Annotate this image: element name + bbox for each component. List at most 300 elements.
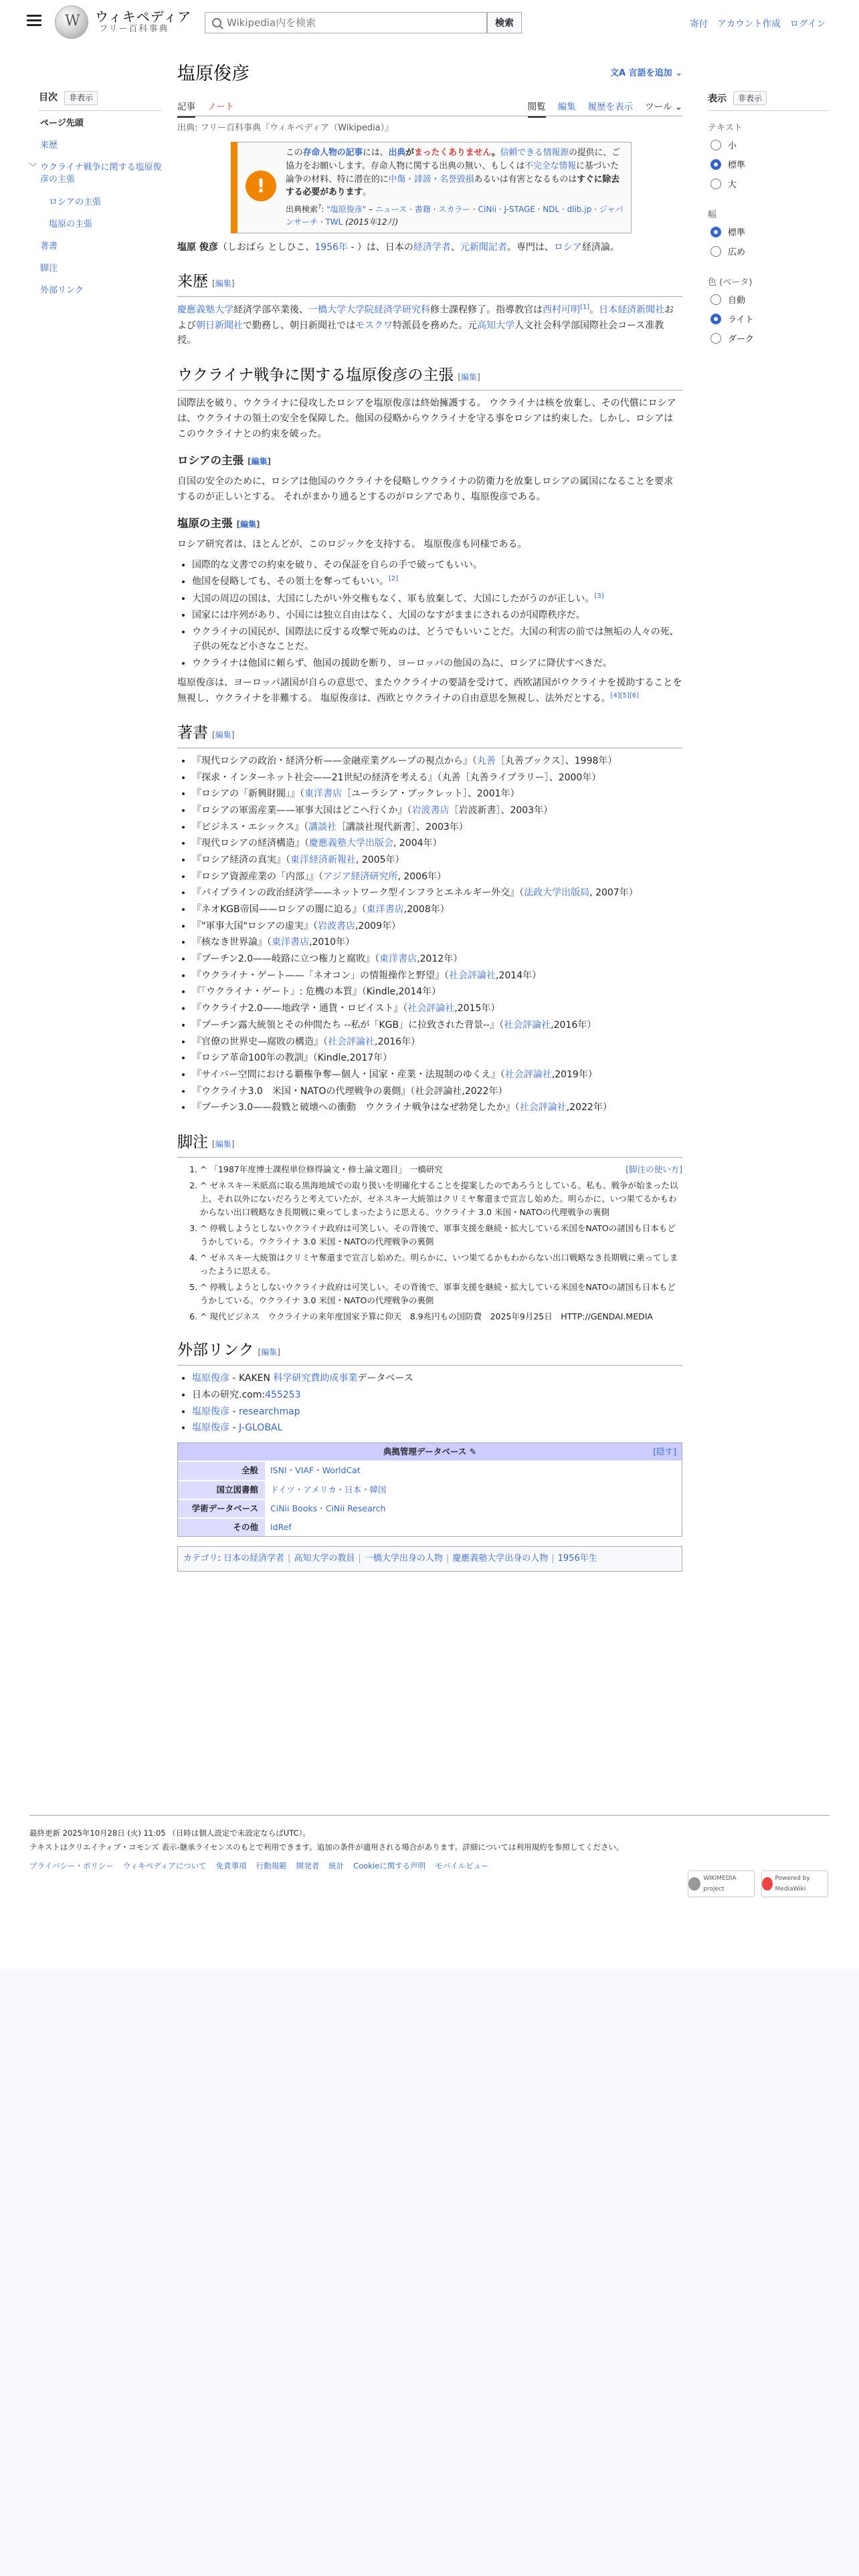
book-item [192, 820, 682, 835]
section-heading: 著書 [編集] [177, 721, 682, 748]
history-heading: 来歴 [177, 273, 208, 291]
book-text: ,2015年） [454, 1003, 500, 1014]
book-text: , 2006年） [397, 871, 446, 882]
source-search-link[interactable]: ニュース [375, 205, 407, 215]
article-body [177, 142, 682, 1572]
source-search-link[interactable]: ジャパンサーチ [286, 205, 624, 227]
book-text: ,2014年） [496, 970, 542, 981]
color-auto-option[interactable] [710, 293, 828, 306]
publisher-link[interactable]: 社会評論社 [328, 1036, 375, 1047]
book-item [192, 935, 682, 950]
authority-key: 全般 [178, 1462, 265, 1479]
external-link[interactable]: 塩原俊彦 [192, 1422, 229, 1434]
option-label: 標準 [728, 160, 746, 171]
authority-title: 典拠管理データベース [383, 1446, 467, 1457]
tools-label: ツール [645, 102, 672, 112]
book-text: ,2022年） [566, 1102, 612, 1113]
footer-link[interactable]: プライバシー・ポリシー [29, 1861, 114, 1871]
toc-item-russia-claim[interactable]: ロシアの主張 [49, 197, 102, 207]
book-text: 『ロシア資源産業の「内部」』（ [192, 871, 323, 882]
book-text: 『官僚の世界史—腐敗の構造』（ [192, 1036, 328, 1047]
notice-link[interactable]: 不完全な情報 [524, 160, 577, 171]
external-links-list [192, 1371, 682, 1436]
authority-value[interactable]: IdRef [265, 1519, 682, 1536]
authority-key: 国立図書館 [178, 1481, 265, 1499]
publisher-link[interactable]: 法政大学出版局 [524, 887, 590, 899]
toc-item-books[interactable]: 著書 [40, 241, 58, 251]
history-link[interactable]: 一橋大学大学院経済学研究科 [308, 305, 430, 316]
book-item [192, 984, 682, 1000]
history-link[interactable]: 日本経済新聞社 [599, 305, 665, 316]
book-item [192, 1084, 682, 1099]
page-footer [29, 1815, 830, 1893]
external-link[interactable]: J-GLOBAL [238, 1422, 283, 1434]
book-item [192, 786, 682, 802]
intro-text: - ）は、日本の [347, 241, 413, 253]
book-text: ,2010年） [309, 937, 355, 948]
footer-link[interactable]: 行動規範 [256, 1861, 287, 1871]
add-language-button[interactable]: 文A 言語を追加 ⌄ [609, 68, 682, 78]
book-text: 『ロシアの「新興財閥」』（ [192, 788, 304, 800]
history-text: 経済学部卒業後、 [233, 305, 308, 316]
book-item [192, 803, 682, 819]
toc-item-shiobara-claim[interactable]: 塩原の主張 [49, 219, 93, 229]
source-search-link[interactable]: CiNii [478, 205, 497, 215]
intro-text: 。専門は、 [506, 241, 554, 253]
history-text: 修士課程修了。指導教官は [430, 305, 543, 316]
tab-talk[interactable]: ノート [207, 102, 235, 112]
publisher-link[interactable]: 東洋書店 [379, 954, 417, 965]
footer-link[interactable]: 開発者 [296, 1861, 320, 1871]
category-separator: | [551, 1553, 555, 1564]
book-item [192, 952, 682, 967]
source-search-link[interactable]: "塩原俊彦" [326, 205, 367, 215]
subsection-heading: 塩原の主張 [編集] [177, 517, 260, 530]
source-search-link[interactable]: dlib.jp [567, 205, 592, 215]
notice-link[interactable]: 出典 [388, 148, 406, 158]
notice-box [231, 142, 632, 233]
external-text: データベース [357, 1373, 413, 1384]
russia-claim-paragraph: 自国の安全のために、ロシアは他国のウクライナを侵略しウクライナの防衛力を放棄しロシアの属国になることを要求するのが正しいとする。 それがまかり通るとするのがロシアであり、塩原俊彦である。 [177, 476, 674, 502]
publisher-link[interactable]: 慶應義塾大学出版会 [309, 838, 393, 849]
page-bottom-background [0, 1969, 859, 2576]
source-search: 出典検索?: "塩原俊彦" – ニュース · 書籍 · スカラー · CiNii · J-STAGE · NDL · dlib.jp · ジャパンサーチ · TWL (2015年12月) [286, 203, 624, 227]
width-wide-option[interactable] [710, 245, 828, 257]
wikimedia-badge[interactable] [688, 1870, 755, 1897]
page-title: 塩原俊彦 [177, 64, 250, 84]
russia-claim-heading: ロシアの主張 [177, 454, 244, 467]
option-label: ライト [728, 315, 754, 325]
external-link[interactable]: 455253 [265, 1390, 301, 1401]
reference-item: 5. ^ 停戦しようとしないウクライナ政府は可笑しい。その背後で、軍事支援を継続・拡大している米国をNATOの諸国も日本もどうかしている。ウクライナ 3.0 米国・NATOの代理戦争の裏側 [200, 1281, 682, 1307]
option-label: ダーク [728, 334, 755, 344]
reference-item: 3. ^ 停戦しようとしないウクライナ政府は可笑しい。その背後で、軍事支援を継続・拡大している米国をNATOの諸国も日本もどうかしている。ウクライナ 3.0 米国・NATOの代理戦争の裏側 [200, 1222, 682, 1249]
authority-value[interactable]: CiNii Books・CiNii Research [265, 1500, 682, 1517]
publisher-link[interactable]: 東洋書店 [304, 788, 342, 800]
book-text: ［講談社現代新書］、2003年） [337, 821, 468, 833]
site-header [0, 0, 859, 44]
publisher-link[interactable]: 社会評論社 [519, 1102, 567, 1113]
book-text: ［丸善ブックス］、1998年） [495, 756, 617, 767]
chevron-down-icon[interactable]: ﹀ [29, 163, 37, 172]
book-text: 『プーチン露大統領とその仲間たち --私が「KGB」に拉致された背景--』（ [192, 1019, 504, 1031]
book-text: 『ウクライナ3.0 米国・NATOの代理戦争の裏側』（社会評論社,2022年） [192, 1085, 508, 1097]
color-label: 色 (ベータ) [708, 278, 753, 288]
publisher-link[interactable]: 社会評論社 [504, 1019, 551, 1031]
footer-link[interactable]: モバイルビュー [435, 1861, 489, 1871]
table-of-contents [29, 91, 163, 307]
authority-row [178, 1499, 682, 1517]
reference-item: 6. ^ 現代ビジネス ウクライナの来年度国家予算に仰天 8.9兆円もの国防費 2025年9月25日 HTTP://GENDAI.MEDIA [200, 1310, 682, 1323]
book-text: ,2008年） [403, 904, 450, 916]
option-label: 小 [728, 141, 737, 151]
intro-text: 、 [450, 241, 460, 253]
history-link[interactable]: 朝日新聞社 [196, 320, 243, 331]
text-small-option[interactable] [710, 138, 828, 151]
year-link[interactable]: 1956年 [314, 241, 348, 253]
book-text: 『パイプラインの政治経済学——ネットワーク型インフラとエネルギー外交』（ [192, 887, 524, 899]
footer-link[interactable]: ウィキペディアについて [122, 1861, 207, 1871]
radio-button[interactable] [710, 294, 721, 305]
book-item [192, 1100, 682, 1115]
section-heading: 来歴 [編集] [177, 270, 682, 297]
book-text: , 2007年） [589, 887, 638, 899]
option-label: 自動 [728, 296, 746, 306]
edit-section-link[interactable]: 編集 [215, 1139, 231, 1149]
history-text: 人文社会科学部国際社会コース准教授。 [177, 320, 664, 346]
notice-link[interactable]: 存命人物の記事 [302, 148, 363, 158]
radio-button-selected[interactable] [710, 159, 721, 170]
color-light-option[interactable] [710, 312, 828, 325]
claim-text: 大国の周辺の国は、大国にしたがい外交権もなく、軍も放棄して、大国にしたがうのが正しい。 [192, 593, 595, 605]
intro-paragraph [177, 240, 682, 255]
warning-icon: ! [246, 171, 276, 201]
radio-button[interactable] [710, 246, 721, 257]
claim-item [192, 574, 682, 589]
section-heading: 外部リンク [編集] [177, 1338, 682, 1366]
logo-subtitle: フリー百科事典 [99, 24, 169, 35]
edit-section-link[interactable]: 編集 [251, 457, 268, 467]
authority-value[interactable]: ISNI・VIAF・WorldCat [265, 1462, 682, 1479]
intro-text: （しおばら としひこ、 [217, 241, 315, 253]
authority-header [178, 1443, 682, 1461]
notice-text: には、 [363, 148, 389, 158]
book-item [192, 1067, 682, 1083]
claim-outro [177, 675, 682, 706]
width-standard-option[interactable] [710, 225, 828, 238]
section-heading: ウクライナ戦争に関する塩原俊彦の主張 [編集] [177, 363, 682, 391]
radio-button[interactable] [710, 179, 721, 189]
history-paragraph [177, 302, 682, 348]
category-separator: | [446, 1553, 450, 1564]
history-link[interactable]: モスクワ [355, 320, 393, 331]
claim-item [192, 608, 682, 623]
toc-item-notes[interactable]: 脚注 [40, 263, 58, 274]
history-link[interactable]: 高知大学 [477, 320, 514, 331]
category-link[interactable]: 一橋大学出身の人物 [364, 1553, 443, 1564]
book-text: 『「ウクライナ・ゲート」: 危機の本質』（Kindle,2014年） [192, 986, 442, 998]
economist-link[interactable]: 経済学者 [413, 241, 451, 253]
book-text: 『ロシア経済の真実』（ [192, 855, 290, 866]
tab-edit[interactable]: 編集 [557, 102, 576, 112]
claim-text: 他国を侵略しても、その領土を奪ってもいい。 [192, 576, 389, 588]
book-text: 『現代ロシアの政治・経済分析——金融産業グループの視点から』（ [192, 756, 477, 767]
source-search-link[interactable]: 書籍 [414, 205, 431, 215]
book-item [192, 1018, 682, 1033]
footer-link[interactable]: Cookieに関する声明 [353, 1861, 426, 1871]
notice-link[interactable]: 信頼できる情報源 [500, 148, 569, 158]
category-box: カテゴリ: 日本の経済学者 | 高知大学の教員 | 一橋大学出身の人物 | 慶應義塾大学出身の人物 | 1956年生 [177, 1546, 682, 1571]
book-text: 『ビジネス・エシックス』（ [192, 821, 309, 833]
publisher-link[interactable]: 社会評論社 [504, 1069, 552, 1080]
categories-label[interactable]: カテゴリ [183, 1553, 218, 1564]
book-item [192, 754, 682, 769]
toc-hide-button[interactable]: 非表示 [64, 91, 98, 105]
history-text: 特派員を務めた。元 [393, 320, 477, 331]
authority-value[interactable]: ドイツ・アメリカ・日本・韓国 [265, 1481, 682, 1499]
book-text: ［ユーラシア・ブックレット］、2001年） [342, 788, 520, 800]
appearance-title: 表示 [708, 93, 727, 104]
books-list [192, 754, 682, 1115]
external-links-heading: 外部リンク [177, 1341, 254, 1360]
donate-link[interactable]: 寄付 [690, 19, 708, 29]
notice-link[interactable]: 中傷・誹謗・名誉毀損 [388, 174, 474, 185]
mediawiki-icon [762, 1877, 773, 1891]
book-text: 『"軍事大国"ロシアの虚実』（ [192, 920, 318, 932]
claim-intro: ロシア研究者は、ほとんどが、このロジックを支持する。 塩原俊彦も同様である。 [177, 539, 527, 550]
book-item [192, 869, 682, 885]
book-item [192, 968, 682, 984]
source-search-link[interactable]: J-STAGE [504, 205, 535, 215]
book-text: 『核なき世界論』（ [192, 937, 272, 948]
option-label: 大 [728, 180, 737, 190]
external-link-item [192, 1404, 682, 1420]
book-text: , 2004年） [393, 838, 442, 849]
authority-hide-link[interactable]: [隠す] [653, 1446, 676, 1457]
book-text: 『ロシアの軍需産業——軍事大国はどこへ行くか』（ [192, 805, 412, 817]
external-link[interactable]: 塩原俊彦 [192, 1373, 229, 1384]
publisher-link[interactable]: 岩波書店 [411, 805, 450, 817]
text-standard-option[interactable] [710, 158, 828, 171]
wikipedia-globe-icon [55, 5, 88, 39]
footer-link[interactable]: 統計 [328, 1861, 345, 1871]
edit-section-link[interactable]: 編集 [461, 372, 478, 383]
source-search-link[interactable]: スカラー [438, 205, 471, 215]
toc-item-ukraine[interactable]: ウクライナ戦争に関する塩原俊彦の主張 [40, 163, 162, 185]
authority-row [178, 1517, 682, 1536]
book-item [192, 1051, 682, 1066]
text-large-option[interactable] [710, 177, 828, 190]
reference-link[interactable]: [3] [594, 592, 604, 600]
toc-item-top[interactable]: ページ先頭 [40, 118, 84, 128]
external-text: 日本の研究.com: [192, 1390, 266, 1401]
reference-link[interactable]: [1] [580, 304, 590, 312]
page-tabs [177, 94, 682, 116]
reference-item: 2. ^ ゼネスキー米紙高に取る黒海地域での取り扱いを明確化することを提案したのであろうとしている。私も、戦争が始まった以上、それ以外にないだろうと考えていたが、ゼネスキー大統領はクリミヤ奪還まで宣言し始めた。明らかに、いつ果てるかもわからない出口戦略なき長期戦に乗ってしまったように思える。ウクライナ 3.0 米国・NATOの代理戦争の裏側 [200, 1179, 682, 1219]
book-text: ,2012年） [417, 954, 463, 965]
history-text: および [177, 305, 674, 331]
source-search-link[interactable]: TWL [325, 217, 343, 227]
claim-text: 国際的な文書での約束を破り、その保証を自らの手で破ってもいい。 [192, 559, 482, 570]
appearance-hide-button[interactable]: 非表示 [733, 91, 767, 105]
source-search-link[interactable]: NDL [543, 205, 560, 215]
russia-link[interactable]: ロシア [553, 241, 582, 253]
publisher-link[interactable]: 社会評論社 [449, 970, 496, 981]
toc-item-external[interactable]: 外部リンク [40, 286, 84, 296]
history-link[interactable]: 慶應義塾大学 [177, 305, 233, 316]
mediawiki-badge[interactable] [761, 1870, 828, 1897]
category-separator: | [288, 1553, 291, 1564]
external-link[interactable]: 塩原俊彦 [192, 1406, 229, 1417]
external-link[interactable]: 科学研究費助成事業 [273, 1373, 358, 1384]
publisher-link[interactable]: 東洋書店 [366, 904, 404, 916]
main-menu-icon[interactable] [27, 15, 41, 27]
edit-section-link[interactable]: 編集 [261, 1348, 278, 1358]
external-link-item [192, 1388, 682, 1403]
category-link[interactable]: 日本の経済学者 [223, 1553, 285, 1564]
history-text: 。 [589, 305, 599, 316]
book-text: 『探求・インターネット社会——21世紀の経済を考える』（丸善［丸善ライブラリー］、2000年） [192, 772, 601, 783]
book-item [192, 1001, 682, 1016]
notice-text: この [286, 148, 303, 158]
book-item [192, 885, 682, 901]
language-icon: 文A [609, 68, 629, 78]
user-links [690, 16, 826, 29]
radio-button-selected[interactable] [710, 227, 721, 237]
claim-text: 国家には序列があり、小国には独立自由はなく、大国のなすがままにされるのが国際秩序だ。 [192, 610, 585, 621]
create-account-link[interactable]: アカウント作成 [717, 19, 781, 29]
notice-text: が [405, 148, 414, 158]
notice-text: に基づいた論争の材料、特に潜在的に [286, 160, 619, 185]
publisher-link[interactable]: 講談社 [308, 821, 337, 833]
book-text: 『ウクライナ2.0——地政学・通貨・ロビイスト』（ [192, 1003, 408, 1014]
external-text: - KAKEN [229, 1373, 274, 1384]
claim-item [192, 591, 682, 607]
category-link[interactable]: 慶應義塾大学出身の人物 [452, 1553, 549, 1564]
book-text: 『現代ロシアの経済構造』（ [192, 838, 309, 849]
main-content [177, 59, 682, 1564]
authority-control [177, 1442, 682, 1537]
tab-read[interactable]: 閲覧 [528, 99, 546, 118]
reference-link[interactable]: [2] [389, 575, 399, 583]
publisher-link[interactable]: 丸善 [476, 756, 496, 767]
claim-item [192, 558, 682, 573]
text-size-label: テキスト [708, 123, 743, 133]
external-link[interactable]: researchmap [238, 1406, 300, 1417]
reference-item: 1. ^ 「1987年度博士課程単位修得論文・修士論文題目」 一橋研究 [200, 1163, 682, 1176]
category-link[interactable]: 1956年生 [557, 1553, 597, 1564]
book-text: ,2019年） [551, 1069, 597, 1080]
book-text: ,2009年） [355, 920, 401, 932]
claim-list [192, 558, 682, 671]
edit-section-link[interactable]: 編集 [215, 730, 231, 740]
reference-list [200, 1163, 682, 1323]
citation-help-link[interactable]: [脚注の使い方] [626, 1164, 682, 1175]
wikimedia-icon [688, 1877, 700, 1891]
history-link[interactable]: 西村可明 [543, 305, 580, 316]
shiobara-claim-heading: 塩原の主張 [177, 517, 233, 530]
book-text: ［岩波新書］、2003年） [449, 805, 553, 817]
toc-item-history[interactable]: 来歴 [40, 140, 58, 150]
ukraine-heading: ウクライナ戦争に関する塩原俊彦の主張 [177, 366, 454, 385]
book-text: ,2016年） [551, 1019, 597, 1031]
source-search-label: 出典検索 [286, 205, 318, 215]
login-link[interactable]: ログイン [789, 19, 826, 29]
external-text: - [229, 1406, 239, 1417]
book-text: 『サイバー空間における覇権争奪—個人・国家・産業・法規制のゆくえ』（ [192, 1069, 505, 1080]
radio-button-selected[interactable] [710, 314, 721, 324]
book-text: 『ネオKGB帝国——ロシアの闇に迫る』（ [192, 904, 367, 916]
tab-article[interactable]: 記事 [177, 99, 195, 118]
authority-key: 学術データベース [178, 1500, 265, 1517]
search-icon [212, 18, 221, 27]
subsection-heading: ロシアの主張 [編集] [177, 454, 271, 467]
add-language-label: 言語を追加 [628, 68, 672, 78]
radio-button[interactable] [710, 333, 721, 344]
category-link[interactable]: 高知大学の教員 [294, 1553, 355, 1564]
page-source-note: 出典: フリー百科事典『ウィキペディア（Wikipedia）』 [177, 123, 394, 133]
authority-rows [178, 1461, 682, 1536]
claim-text: ウクライナの国民が、国際法に反する攻撃で死ぬのは、どうでもいいことだ。大国の利害の前では無垢の人々の死、子供の死など小さなことだ。 [192, 626, 679, 653]
book-item [192, 836, 682, 851]
license-text: テキストはクリエイティブ・コモンズ 表示-継承ライセンスのもとで利用できます。追加の条件が適用される場合があります。詳細については利用規約を参照してください。 [29, 1842, 624, 1852]
tab-history[interactable]: 履歴を表示 [587, 102, 634, 112]
reference-item: 4. ^ ゼネスキー大統領はクリミヤ奪還まで宣言し始めた。明らかに、いつ果てるかもわからない出口戦略なき長期戦に乗ってしまったように思える。 [200, 1251, 682, 1278]
appearance-panel [708, 91, 828, 351]
ukraine-paragraph: 国際法を破り、ウクライナに侵攻したロシアを塩原俊彦は終始擁護する。 ウクライナは核を放棄し、その代償にロシアは、ウクライナの領土の安全を保障した。他国の侵略からウクライナを守る事をロシアは約束した。しかし、ロシアはこのウクライナとの約束を破った。 [177, 398, 676, 439]
authority-row [178, 1480, 682, 1499]
book-item [192, 853, 682, 868]
notice-text: あるいは有害となるものは [474, 174, 577, 185]
color-dark-option[interactable] [710, 332, 828, 344]
category-separator: | [358, 1553, 361, 1564]
external-link-item [192, 1420, 682, 1436]
notice-emphasis: まったくありません [413, 148, 492, 158]
claim-item [192, 656, 682, 671]
radio-button[interactable] [710, 140, 721, 150]
option-label: 広め [728, 247, 746, 257]
authority-row [178, 1461, 682, 1479]
section-heading: 脚注 [編集] [177, 1130, 682, 1158]
tab-tools[interactable]: ツール ⌄ [645, 102, 682, 112]
publisher-link[interactable]: アジア経済研究所 [323, 871, 398, 882]
book-item [192, 770, 682, 786]
intro-text: 経済論。 [581, 241, 619, 253]
toc-title: 目次 [39, 92, 58, 103]
edit-section-link[interactable]: 編集 [240, 520, 256, 530]
edit-section-link[interactable]: 編集 [215, 279, 231, 289]
site-logo[interactable] [55, 5, 191, 39]
publisher-link[interactable]: 東洋経済新報社 [290, 855, 356, 866]
publisher-link[interactable]: 岩波書店 [317, 920, 355, 932]
history-text: で勤務し、朝日新聞社では [243, 320, 355, 331]
reference-link[interactable]: [4][5][6] [610, 691, 640, 700]
book-text: 『プーチン2.0——岐路に立つ権力と腐敗』（ [192, 954, 380, 965]
publisher-link[interactable]: 東洋書店 [272, 937, 309, 948]
book-item [192, 1035, 682, 1050]
claim-item [192, 625, 682, 655]
edit-pencil-icon[interactable]: ✎ [469, 1446, 477, 1457]
publisher-link[interactable]: 社会評論社 [407, 1003, 455, 1014]
book-text: 『ロシア革命100年の教訓』（Kindle,2017年） [192, 1053, 393, 1064]
footer-link[interactable]: 免責事項 [215, 1861, 247, 1871]
book-text: , 2005年） [356, 855, 405, 866]
badge-label: WIKIMEDIA project [703, 1874, 737, 1893]
search-button[interactable]: 検索 [487, 12, 522, 33]
search-box [205, 12, 487, 33]
search-input[interactable] [227, 17, 486, 29]
reporter-link[interactable]: 元新聞記者 [460, 241, 507, 253]
